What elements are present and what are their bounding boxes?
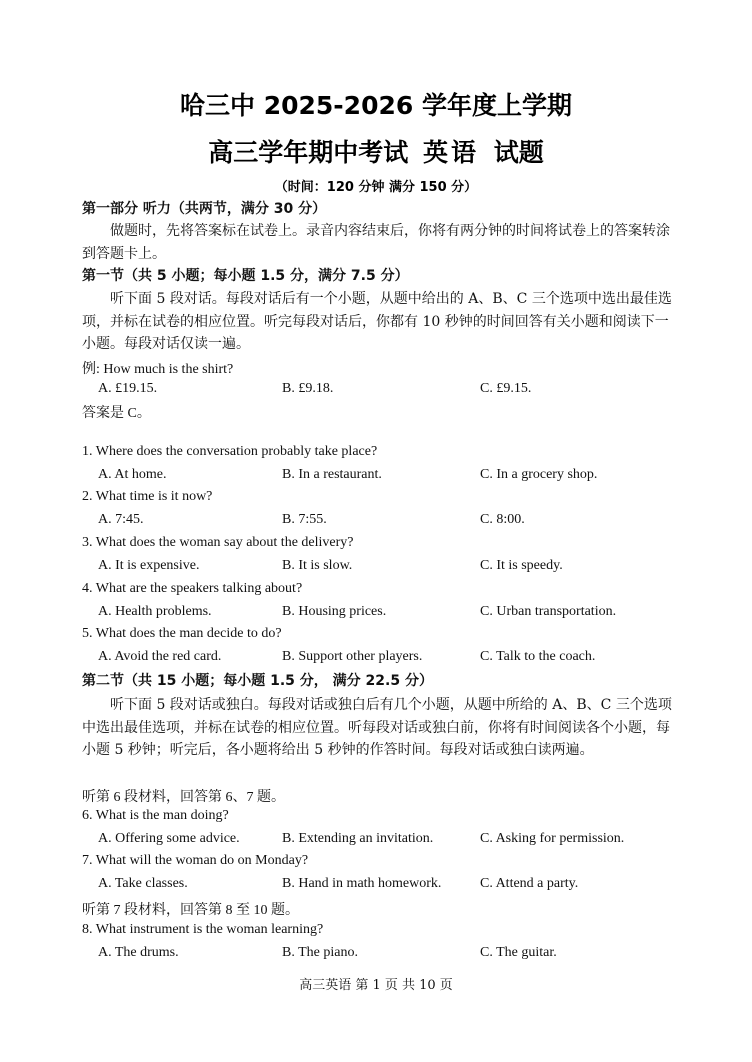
section2-instruction: 听下面 5 段对话或独白。每段对话或独白后有几个小题，从题中所给的 A、B、C 三个选项中选出最佳选项，并标在试卷的相应位置。听每段对话或独白前，你将有时间阅读各个小题，每小题 5 秒钟；听完后，各小题将给出 5 秒钟的作答时间。每段对话或独白读两遍。	[82, 697, 672, 758]
question-3: 3. What does the woman say about the delivery?	[82, 535, 354, 550]
q3-option-c: C. It is speedy.	[480, 558, 563, 573]
q4-option-b: B. Housing prices.	[282, 604, 387, 619]
question-2: 2. What time is it now?	[82, 489, 213, 504]
q7-option-b: B. Hand in math homework.	[282, 876, 442, 891]
example-answer: 答案是 C。	[82, 406, 151, 421]
question-4: 4. What are the speakers talking about?	[82, 581, 303, 596]
q5-option-a: A. Avoid the red card.	[98, 649, 222, 664]
q6-option-a: A. Offering some advice.	[98, 831, 240, 846]
exam-title-line2	[0, 133, 752, 169]
exam-title-line1: 哈三中 2025-2026 学年度上学期	[180, 91, 572, 120]
question-5: 5. What does the man decide to do?	[82, 626, 282, 641]
q5-option-b: B. Support other players.	[282, 649, 423, 664]
q6-option-b: B. Extending an invitation.	[282, 831, 434, 846]
part1-instruction: 做题时，先将答案标在试卷上。录音内容结束后，你将有两分钟的时间将试卷上的答案转涂到答题卡上。	[82, 223, 670, 262]
q5-option-c: C. Talk to the coach.	[480, 649, 596, 664]
example-question: 例: How much is the shirt?	[82, 362, 234, 377]
q8-option-b: B. The piano.	[282, 945, 358, 960]
example-option-a: A. £19.15.	[98, 381, 158, 396]
exam-title-suffix: 试题	[493, 138, 544, 167]
q7-option-a: A. Take classes.	[98, 876, 188, 891]
q2-option-b: B. 7:55.	[282, 512, 327, 527]
question-6: 6. What is the man doing?	[82, 808, 229, 823]
q4-option-a: A. Health problems.	[98, 604, 212, 619]
exam-title-prefix: 高三学年期中考试	[208, 138, 409, 167]
section2-heading: 第二节（共 15 小题；每小题 1.5 分， 满分 22.5 分）	[82, 673, 433, 689]
q1-option-a: A. At home.	[98, 467, 167, 482]
question-8: 8. What instrument is the woman learning?	[82, 922, 324, 937]
q7-option-c: C. Attend a party.	[480, 876, 579, 891]
question-1: 1. Where does the conversation probably take place?	[82, 444, 378, 459]
example-option-b: B. £9.18.	[282, 381, 334, 396]
exam-time-info: （时间：120 分钟 满分 150 分）	[274, 180, 478, 195]
part1-heading: 第一部分 听力（共两节，满分 30 分）	[82, 201, 327, 217]
q4-option-c: C. Urban transportation.	[480, 604, 617, 619]
q1-option-c: C. In a grocery shop.	[480, 467, 598, 482]
q8-option-a: A. The drums.	[98, 945, 179, 960]
page-footer: 高三英语 第 1 页 共 10 页	[299, 978, 453, 993]
q2-option-a: A. 7:45.	[98, 512, 144, 527]
material6-note: 听第 6 段材料，回答第 6、7 题。	[82, 790, 285, 805]
q3-option-b: B. It is slow.	[282, 558, 353, 573]
q2-option-c: C. 8:00.	[480, 512, 525, 527]
question-7: 7. What will the woman do on Monday?	[82, 853, 309, 868]
exam-subject: 英语	[422, 138, 479, 167]
section1-heading: 第一节（共 5 小题；每小题 1.5 分，满分 7.5 分）	[82, 268, 409, 284]
q8-option-c: C. The guitar.	[480, 945, 557, 960]
section1-instruction: 听下面 5 段对话。每段对话后有一个小题，从题中给出的 A、B、C 三个选项中选出最佳选项，并标在试卷的相应位置。听完每段对话后，你都有 10 秒钟的时间回答有关小题和阅读下一小题。每段对话仅读一遍。	[82, 291, 672, 352]
q6-option-c: C. Asking for permission.	[480, 831, 625, 846]
q1-option-b: B. In a restaurant.	[282, 467, 382, 482]
q3-option-a: A. It is expensive.	[98, 558, 200, 573]
material7-note: 听第 7 段材料，回答第 8 至 10 题。	[82, 903, 299, 918]
example-option-c: C. £9.15.	[480, 381, 532, 396]
